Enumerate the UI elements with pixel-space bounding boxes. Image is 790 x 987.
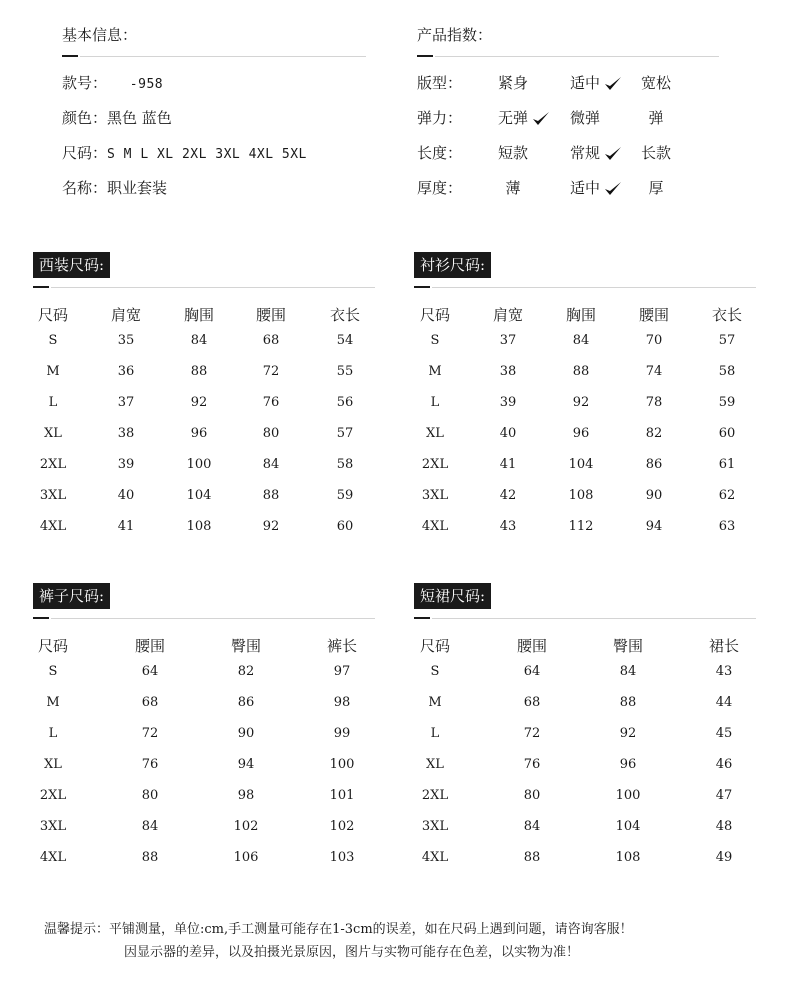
product-index-option xyxy=(570,177,622,198)
table-value-cell: 55 xyxy=(336,364,354,379)
table-value-cell: 84 xyxy=(190,333,208,348)
option-label: 薄 xyxy=(505,179,521,197)
table-header-cell: 胸围 xyxy=(565,306,597,324)
table-header-cell: 腰围 xyxy=(516,637,548,655)
table-size-cell: 2XL xyxy=(39,457,67,472)
table-value-cell: 76 xyxy=(141,757,159,772)
basic-info-row-name xyxy=(62,177,167,198)
table-value-cell: 35 xyxy=(117,333,135,348)
option-label: 厚 xyxy=(648,179,664,197)
table-value-cell: 40 xyxy=(499,426,517,441)
suit-title-rule xyxy=(51,287,375,288)
table-value-cell: 104 xyxy=(186,488,212,503)
table-value-cell: 94 xyxy=(237,757,255,772)
table-header-cell: 胸围 xyxy=(183,306,215,324)
shirt-title-rule xyxy=(432,287,756,288)
product-index-label: 长度： xyxy=(417,144,463,162)
table-value-cell: 84 xyxy=(523,819,541,834)
table-size-cell: S xyxy=(48,333,58,348)
product-index-label: 版型： xyxy=(417,74,463,92)
table-value-cell: 82 xyxy=(237,664,255,679)
table-value-cell: 47 xyxy=(715,788,733,803)
table-header-cell: 腰围 xyxy=(134,637,166,655)
tip-line-2: 因显示器的差异，以及拍摄光景原因，图片与实物可能存在色差，以实物为准！ xyxy=(124,945,580,960)
table-header-cell: 臀围 xyxy=(230,637,262,655)
table-size-cell: 2XL xyxy=(421,788,449,803)
table-size-cell: M xyxy=(46,364,60,379)
suit-title-dash xyxy=(33,286,49,288)
table-value-cell: 99 xyxy=(333,726,351,741)
table-size-cell: 3XL xyxy=(39,488,67,503)
table-value-cell: 108 xyxy=(568,488,594,503)
option-label: 短款 xyxy=(497,144,529,162)
table-value-cell: 68 xyxy=(523,695,541,710)
table-header-cell: 裤长 xyxy=(326,637,358,655)
pants-title-dash xyxy=(33,617,49,619)
table-value-cell: 59 xyxy=(718,395,736,410)
product-index-option xyxy=(648,107,663,128)
option-label: 无弹 xyxy=(497,109,529,127)
table-value-cell: 39 xyxy=(117,457,135,472)
option-label: 微弹 xyxy=(569,109,601,127)
tip-line-1: 温馨提示：平铺测量，单位:cm,手工测量可能存在1-3cm的误差，如在尺码上遇到问题，请咨询客服！ xyxy=(44,922,633,937)
table-value-cell: 58 xyxy=(336,457,354,472)
table-value-cell: 36 xyxy=(117,364,135,379)
table-value-cell: 96 xyxy=(619,757,637,772)
table-value-cell: 43 xyxy=(715,664,733,679)
basic-info-dash xyxy=(62,55,78,57)
table-value-cell: 56 xyxy=(336,395,354,410)
table-value-cell: 62 xyxy=(718,488,736,503)
table-value-cell: 80 xyxy=(523,788,541,803)
skirt-title-dash xyxy=(414,617,430,619)
table-value-cell: 49 xyxy=(715,850,733,865)
basic-info-label: 款号： xyxy=(62,74,108,92)
table-size-cell: L xyxy=(48,726,58,741)
product-index-dash xyxy=(417,55,433,57)
table-size-cell: 2XL xyxy=(39,788,67,803)
table-header-cell: 衣长 xyxy=(329,306,361,324)
table-value-cell: 92 xyxy=(190,395,208,410)
table-value-cell: 39 xyxy=(499,395,517,410)
table-value-cell: 44 xyxy=(715,695,733,710)
table-value-cell: 78 xyxy=(645,395,663,410)
product-index-option xyxy=(648,177,663,198)
product-index-option xyxy=(641,142,671,163)
shirt-title-dash xyxy=(414,286,430,288)
basic-info-label: 名称： xyxy=(62,179,108,197)
table-value-cell: 106 xyxy=(233,850,259,865)
table-value-cell: 37 xyxy=(499,333,517,348)
option-label: 常规 xyxy=(569,144,601,162)
size-value: S M L XL 2XL 3XL 4XL 5XL xyxy=(107,147,307,162)
table-value-cell: 70 xyxy=(645,333,663,348)
table-value-cell: 108 xyxy=(186,519,212,534)
table-size-cell: L xyxy=(48,395,58,410)
table-header-cell: 尺码 xyxy=(419,306,451,324)
table-header-cell: 臀围 xyxy=(612,637,644,655)
product-index-option xyxy=(498,107,550,128)
product-index-option xyxy=(570,142,622,163)
table-size-cell: 4XL xyxy=(421,519,449,534)
table-value-cell: 57 xyxy=(718,333,736,348)
table-value-cell: 38 xyxy=(117,426,135,441)
checkmark-icon xyxy=(604,146,622,162)
table-size-cell: XL xyxy=(426,426,444,441)
table-value-cell: 108 xyxy=(615,850,641,865)
option-label: 长款 xyxy=(640,144,672,162)
checkmark-icon xyxy=(532,111,550,127)
table-value-cell: 90 xyxy=(237,726,255,741)
table-value-cell: 98 xyxy=(333,695,351,710)
table-size-cell: L xyxy=(430,726,440,741)
table-value-cell: 76 xyxy=(523,757,541,772)
table-value-cell: 84 xyxy=(262,457,280,472)
table-value-cell: 112 xyxy=(568,519,594,534)
table-value-cell: 88 xyxy=(572,364,590,379)
table-header-cell: 肩宽 xyxy=(110,306,142,324)
table-value-cell: 98 xyxy=(237,788,255,803)
table-size-cell: XL xyxy=(426,757,444,772)
product-index-option xyxy=(498,142,528,163)
table-value-cell: 90 xyxy=(645,488,663,503)
table-value-cell: 94 xyxy=(645,519,663,534)
table-value-cell: 102 xyxy=(233,819,259,834)
basic-info-row-color xyxy=(62,107,172,128)
basic-info-title: 基本信息： xyxy=(62,26,138,44)
table-value-cell: 86 xyxy=(237,695,255,710)
table-value-cell: 60 xyxy=(718,426,736,441)
table-value-cell: 86 xyxy=(645,457,663,472)
table-value-cell: 92 xyxy=(572,395,590,410)
table-value-cell: 58 xyxy=(718,364,736,379)
table-value-cell: 57 xyxy=(336,426,354,441)
table-value-cell: 88 xyxy=(523,850,541,865)
table-value-cell: 88 xyxy=(190,364,208,379)
table-header-cell: 腰围 xyxy=(638,306,670,324)
table-size-cell: M xyxy=(46,695,60,710)
basic-info-row-size xyxy=(62,142,307,163)
table-value-cell: 40 xyxy=(117,488,135,503)
option-label: 适中 xyxy=(569,179,601,197)
table-value-cell: 104 xyxy=(568,457,594,472)
table-size-cell: M xyxy=(428,695,442,710)
table-value-cell: 88 xyxy=(141,850,159,865)
option-label: 紧身 xyxy=(497,74,529,92)
table-value-cell: 100 xyxy=(186,457,212,472)
table-value-cell: 68 xyxy=(262,333,280,348)
skirt-title-rule xyxy=(432,618,756,619)
table-value-cell: 96 xyxy=(572,426,590,441)
table-value-cell: 41 xyxy=(499,457,517,472)
table-value-cell: 72 xyxy=(141,726,159,741)
table-value-cell: 54 xyxy=(336,333,354,348)
table-value-cell: 88 xyxy=(619,695,637,710)
table-value-cell: 84 xyxy=(572,333,590,348)
product-index-title: 产品指数： xyxy=(417,26,493,44)
table-size-cell: 3XL xyxy=(421,488,449,503)
table-value-cell: 84 xyxy=(141,819,159,834)
table-size-cell: 4XL xyxy=(39,850,67,865)
basic-info-row-style xyxy=(62,72,163,93)
table-value-cell: 61 xyxy=(718,457,736,472)
table-value-cell: 63 xyxy=(718,519,736,534)
table-size-cell: XL xyxy=(44,757,62,772)
product-index-option xyxy=(570,107,600,128)
product-index-option xyxy=(505,177,520,198)
table-size-cell: S xyxy=(48,664,58,679)
table-header-cell: 裙长 xyxy=(708,637,740,655)
suit-size-title: 西装尺码: xyxy=(33,252,110,278)
product-index-label: 厚度： xyxy=(417,179,463,197)
product-index-option xyxy=(498,72,528,93)
pants-title-rule xyxy=(51,618,375,619)
product-index-label: 弹力： xyxy=(417,109,463,127)
product-index-rule xyxy=(435,56,719,57)
option-label: 弹 xyxy=(648,109,664,127)
table-value-cell: 48 xyxy=(715,819,733,834)
table-value-cell: 96 xyxy=(190,426,208,441)
table-header-cell: 腰围 xyxy=(255,306,287,324)
table-value-cell: 102 xyxy=(329,819,355,834)
table-value-cell: 101 xyxy=(329,788,355,803)
table-value-cell: 37 xyxy=(117,395,135,410)
table-value-cell: 45 xyxy=(715,726,733,741)
table-size-cell: L xyxy=(430,395,440,410)
table-header-cell: 尺码 xyxy=(37,637,69,655)
table-value-cell: 59 xyxy=(336,488,354,503)
table-value-cell: 72 xyxy=(523,726,541,741)
table-value-cell: 82 xyxy=(645,426,663,441)
table-header-cell: 肩宽 xyxy=(492,306,524,324)
option-label: 宽松 xyxy=(640,74,672,92)
table-value-cell: 92 xyxy=(262,519,280,534)
table-size-cell: 3XL xyxy=(39,819,67,834)
table-value-cell: 80 xyxy=(262,426,280,441)
style-number-value: -958 xyxy=(129,77,164,92)
table-value-cell: 103 xyxy=(329,850,355,865)
skirt-size-title: 短裙尺码: xyxy=(414,583,491,609)
table-value-cell: 41 xyxy=(117,519,135,534)
basic-info-label: 颜色： xyxy=(62,109,108,127)
table-size-cell: 2XL xyxy=(421,457,449,472)
table-size-cell: S xyxy=(430,333,440,348)
table-value-cell: 104 xyxy=(615,819,641,834)
checkmark-icon xyxy=(604,76,622,92)
table-value-cell: 100 xyxy=(329,757,355,772)
basic-info-label: 尺码： xyxy=(62,144,108,162)
table-header-cell: 衣长 xyxy=(711,306,743,324)
product-index-option xyxy=(570,72,622,93)
pants-size-title: 裤子尺码: xyxy=(33,583,110,609)
table-value-cell: 84 xyxy=(619,664,637,679)
option-label: 适中 xyxy=(569,74,601,92)
basic-info-rule xyxy=(80,56,366,57)
table-value-cell: 38 xyxy=(499,364,517,379)
table-size-cell: 4XL xyxy=(421,850,449,865)
table-value-cell: 43 xyxy=(499,519,517,534)
table-header-cell: 尺码 xyxy=(419,637,451,655)
table-value-cell: 88 xyxy=(262,488,280,503)
table-value-cell: 72 xyxy=(262,364,280,379)
table-value-cell: 74 xyxy=(645,364,663,379)
table-size-cell: XL xyxy=(44,426,62,441)
table-value-cell: 100 xyxy=(615,788,641,803)
table-value-cell: 46 xyxy=(715,757,733,772)
table-header-cell: 尺码 xyxy=(37,306,69,324)
table-value-cell: 68 xyxy=(141,695,159,710)
table-size-cell: 3XL xyxy=(421,819,449,834)
table-value-cell: 64 xyxy=(523,664,541,679)
table-value-cell: 80 xyxy=(141,788,159,803)
table-value-cell: 42 xyxy=(499,488,517,503)
table-value-cell: 92 xyxy=(619,726,637,741)
name-value: 职业套装 xyxy=(107,179,168,197)
checkmark-icon xyxy=(604,181,622,197)
product-index-option xyxy=(641,72,671,93)
table-size-cell: S xyxy=(430,664,440,679)
table-value-cell: 76 xyxy=(262,395,280,410)
table-size-cell: 4XL xyxy=(39,519,67,534)
table-size-cell: M xyxy=(428,364,442,379)
table-value-cell: 64 xyxy=(141,664,159,679)
shirt-size-title: 衬衫尺码: xyxy=(414,252,491,278)
table-value-cell: 97 xyxy=(333,664,351,679)
table-value-cell: 60 xyxy=(336,519,354,534)
color-value: 黑色 蓝色 xyxy=(107,109,172,127)
